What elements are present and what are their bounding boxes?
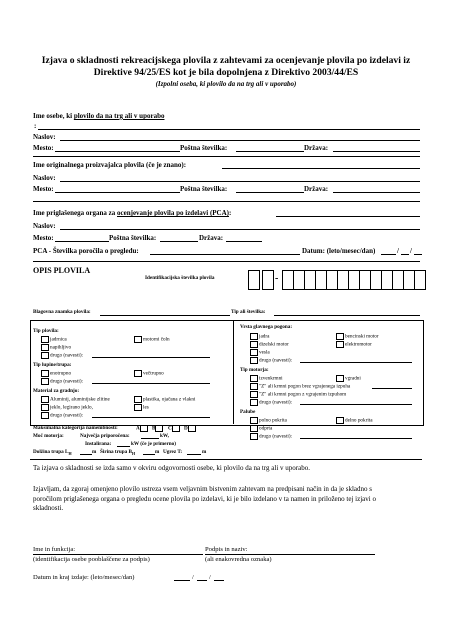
statement-2-line: Izjavljam, da zgoraj omenjeno plovilo ustreza vsem veljavnim bistvenim zahtevam na predpisani način in da je skladno s [33,485,373,493]
material-drugo-field[interactable] [92,417,210,418]
hin-digit-box[interactable] [414,270,426,290]
checkbox-kategorija-c[interactable]: C [168,425,181,432]
builder-drzava-field[interactable] [333,192,420,193]
checkbox-napihljivo[interactable]: napihljivo [41,344,71,351]
checkbox-palube-drugo[interactable]: drugo (navesti): [250,433,292,440]
ime-funkcija-field[interactable] [33,554,203,555]
kategorija-label: Maksimalna kategorija namembnosti: [33,425,118,431]
podpis-field[interactable] [205,554,375,555]
ime-funkcija-label: Ime in funkcija: [33,546,76,553]
pca-day-field[interactable] [414,254,422,255]
datum-month-field[interactable] [197,580,207,581]
pca-month-field[interactable] [401,254,409,255]
checkbox-polno-pokrita[interactable]: polno pokrita [250,417,287,424]
body-label-text: Ime priglašenega organa za [33,209,117,217]
pca-datum-label: Datum: (leto/mesec/dan) [302,247,376,255]
checkbox-plastika[interactable]: plastika, ojačana z vlakni [134,396,195,403]
checkbox-vgradni[interactable]: vgradni [336,375,361,382]
pca-slash: / [397,247,399,255]
checkbox-lupina-drugo[interactable]: drugo (navesti): [41,378,83,385]
document-subtitle: (Izpolni oseba, ki plovilo da na trg ali v uporabo) [155,80,297,88]
pca-ref-field[interactable] [150,254,300,255]
pogon-heading: Vrsta glavnega pogona: [240,324,293,330]
statement-2-line: skladnosti. [33,504,64,513]
brand-label: Blagovna znamka plovila: [33,309,91,315]
checkbox-material-drugo[interactable]: drugo (navesti): [41,412,83,419]
podpis-note: (ali enakovredna oznaka) [205,556,272,563]
dolzina-label: Dolžina trupa $L_H$ [33,449,72,457]
datum-year-field[interactable] [174,580,190,581]
checkbox-delno-pokrita[interactable]: delno pokrita [336,417,373,424]
document-title-line-2: Direktive 94/25/ES kot je bila dopolnjena z Direktivo 2003/44/ES [93,67,359,78]
body-mesto-label: Mesto: [33,234,54,242]
palube-heading: Palube [240,409,256,415]
owner-drzava-field[interactable] [333,151,420,152]
body-naslov-label: Naslov: [33,222,56,230]
ugrez-field[interactable] [187,454,201,455]
motor-drugo-field[interactable] [300,404,412,405]
body-label-colon: : [229,209,232,217]
moc-instalirana-field[interactable] [117,446,130,447]
checkbox-jadrnica[interactable]: jadrnica [41,336,67,343]
checkbox-odprta[interactable]: odprta [250,425,272,432]
moc-label: Moč motorja: [33,433,64,439]
material-heading: Material za gradnjo: [33,388,80,394]
body-label-underlined: ocenjevanje plovila po izdelavi (PCA) [117,209,229,217]
separator [33,261,420,262]
body-mesto-field[interactable] [55,241,109,242]
statement-2-line: poročilom priglašenega organa o pregledu ocene plovila po izdelavi, ki je bilo izdelano v ta namen in priloženo tej izjavi o [33,494,376,503]
checkbox-enotrupno[interactable]: enotrupno [41,370,71,377]
checkbox-kategorija-b[interactable]: B [152,425,164,432]
checkbox-z-z-izpuhom[interactable]: "Z" ali krmni pogon z vgrajenim izpuhom [250,391,346,398]
dolzina-field[interactable] [80,454,92,455]
owner-mesto-field[interactable] [55,151,180,152]
owner-drzava-label: Država: [304,144,329,152]
tip-plovila-heading: Tip plovila: [33,328,59,334]
podpis-label: Podpis in naziv: [205,546,248,553]
checkbox-kategorija-d[interactable]: D [184,425,197,432]
checkbox-dizelski[interactable]: dizelski motor [250,341,289,348]
pca-year-field[interactable] [381,254,396,255]
statement-2 [33,485,428,514]
datum-slash: / [192,574,194,581]
sirina-field[interactable] [143,454,155,455]
body-postna-label: Poštna številka: [109,234,157,242]
sirina-label: Širina trupa $B_H$ [100,449,136,457]
type-field[interactable] [274,315,420,316]
checkbox-vesla[interactable]: vesla [250,349,270,356]
ugrez-label: Ugrez T: [163,449,183,455]
owner-naslov-field[interactable] [60,140,420,141]
moc-instalirana-label: Instalirana: [85,441,112,447]
hin-country-box[interactable] [262,270,274,290]
owner-label-underlined: plovilo da na trg ali v uporabo [73,112,165,120]
builder-drzava-label: Država: [304,185,329,193]
brand-field[interactable] [100,315,230,316]
builder-mesto-label: Mesto: [33,185,54,193]
hin-label: Identifikacijska številka plovila [145,275,215,281]
moc-kw2-unit: kW (če je primerno) [131,441,176,447]
moc-kw-unit: kW, [160,433,169,439]
tip-drugo-field[interactable] [92,357,210,358]
z-brez-izpuha-field[interactable] [372,388,412,389]
pogon-drugo-field[interactable] [300,362,412,363]
body-drzava-label: Država: [199,234,224,242]
body-drzava-field[interactable] [226,241,262,242]
hin-dash: - [275,273,279,284]
checkbox-jadra[interactable]: jadra [250,333,269,340]
builder-mesto-field[interactable] [55,192,180,193]
moc-najvecja-field[interactable] [141,438,159,439]
checkbox-izvenkrmni[interactable]: izvenkrmni [250,375,283,382]
datum-kraj-label: Datum in kraj izdaje: (leto/mesec/dan) [33,574,135,581]
type-label: Tip ali številka: [231,309,266,315]
owner-colon: : [34,122,37,130]
builder-naslov-field[interactable] [60,181,420,182]
builder-name-field[interactable] [222,168,420,169]
builder-label: Ime originalnega proizvajalca plovila (če je znano): [33,161,187,169]
checkbox-aluminij[interactable]: Aluminij, aluminijske zlitine [41,396,110,403]
owner-name-field[interactable] [38,129,420,130]
sirina-unit: m [155,449,160,455]
checkbox-z-brez-izpuha[interactable]: "Z" ali krmni pogon brez vgrajenega izpuha [250,383,350,390]
pca-slash: / [410,247,412,255]
palube-drugo-field[interactable] [300,438,412,439]
owner-postna-label: Poštna številka: [180,144,228,152]
lupina-drugo-field[interactable] [92,383,210,384]
checkbox-motorni-coln[interactable]: motorni čoln [134,336,170,343]
checkbox-bencinski[interactable]: bencinski motor [336,333,379,340]
builder-naslov-label: Naslov: [33,174,56,182]
ugrez-unit: m [202,449,207,455]
checkbox-motor-drugo[interactable]: drugo (navesti): [250,399,292,406]
datum-day-field[interactable] [214,580,224,581]
statement-1: Ta izjava o skladnosti se izda samo v okviru odgovornosti osebe, ki plovilo da na trg ali v uporabo. [33,464,310,472]
builder-postna-field[interactable] [236,192,304,193]
moc-najvecja-label: Največja priporočena: [80,433,130,439]
dolzina-unit: m [92,449,97,455]
checkbox-jeklo[interactable]: jeklo, legirano jeklo, [41,404,93,411]
body-postna-field[interactable] [160,241,198,242]
description-divider [233,320,234,424]
hin-country-box[interactable] [248,270,260,290]
separator [30,459,422,460]
builder-postna-label: Poštna številka: [180,185,228,193]
separator [33,201,420,202]
tip-motorja-heading: Tip motorja: [240,367,269,373]
checkbox-les[interactable]: les [134,404,149,411]
owner-label-text: Ime osebe, ki [33,112,74,120]
body-name-field[interactable] [276,216,420,217]
checkbox-kategorija-a[interactable]: A [136,425,149,432]
body-label [33,209,231,217]
checkbox-pogon-drugo[interactable]: drugo (navesti): [250,357,292,364]
separator [33,156,420,157]
checkbox-vectrupno[interactable]: večtrupno [134,370,164,377]
owner-label [33,112,164,120]
body-naslov-field[interactable] [60,229,420,230]
document-title-line-1: Izjava o skladnosti rekreacijskega plovila z zahtevami za ocenjevanje plovila po izdelavi iz [41,55,411,66]
ime-funkcija-note: (identifikacija osebe pooblaščene za podpis) [33,556,150,563]
checkbox-tip-drugo[interactable]: drugo (navesti): [41,352,83,359]
tip-lupine-heading: Tip lupine/trupa: [33,362,72,368]
opis-heading: OPIS PLOVILA [33,266,91,275]
owner-mesto-label: Mesto: [33,144,54,152]
datum-slash: / [209,574,211,581]
owner-postna-field[interactable] [236,151,304,152]
pca-ref-label: PCA - Številka poročila o pregledu: [33,247,139,255]
checkbox-elektromotor[interactable]: elektromotor [336,341,372,348]
owner-naslov-label: Naslov: [33,133,56,141]
